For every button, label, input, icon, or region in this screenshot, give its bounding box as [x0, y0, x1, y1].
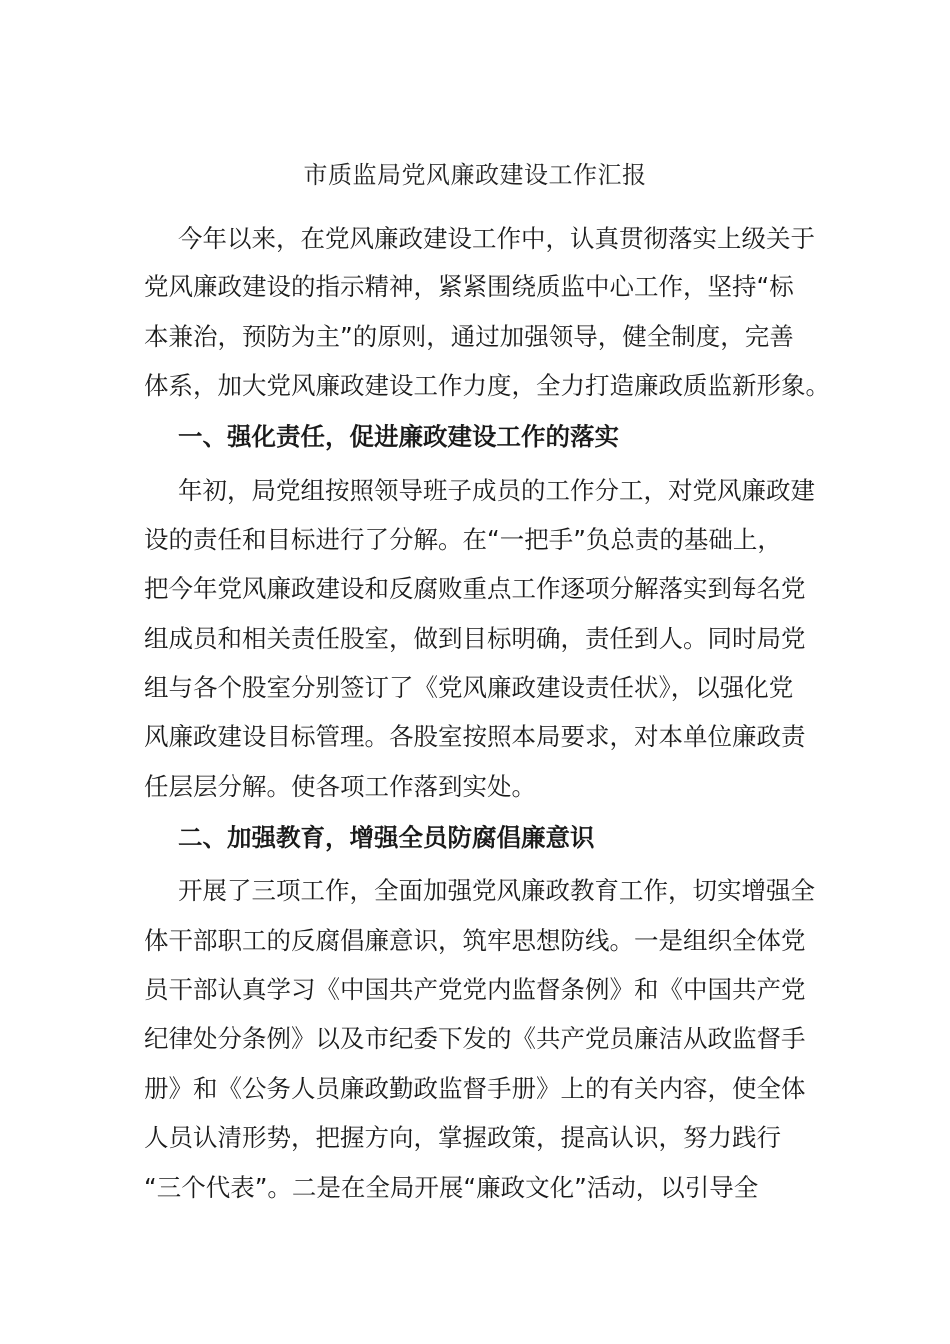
paragraph-line: 设的责任和目标进行了分解。在“一把手”负总责的基础上， [144, 525, 782, 554]
paragraph-line: 人员认清形势，把握方向，掌握政策，提高认识，努力践行 [144, 1123, 781, 1152]
paragraph-line: 本兼治，预防为主”的原则，通过加强领导，健全制度，完善 [144, 322, 794, 351]
paragraph-line: 员干部认真学习《中国共产党党内监督条例》和《中国共产党 [144, 975, 806, 1004]
paragraph-line: 体系，加大党风廉政建设工作力度，全力打造廉政质监新形象。 [144, 371, 830, 400]
paragraph-line: 组成员和相关责任股室，做到目标明确，责任到人。同时局党 [144, 624, 806, 653]
paragraph-line: 年初，局党组按照领导班子成员的工作分工，对党风廉政建 [178, 476, 815, 505]
paragraph-line: 组与各个股室分别签订了《党风廉政建设责任状》，以强化党 [144, 673, 794, 702]
paragraph-line: 风廉政建设目标管理。各股室按照本局要求，对本单位廉政责 [144, 722, 806, 751]
section-heading-1: 一、强化责任，促进廉政建设工作的落实 [178, 422, 619, 451]
paragraph-line: 任层层分解。使各项工作落到实处。 [144, 772, 536, 801]
paragraph-line: 册》和《公务人员廉政勤政监督手册》上的有关内容，使全体 [144, 1074, 806, 1103]
paragraph-line: 体干部职工的反腐倡廉意识，筑牢思想防线。一是组织全体党 [144, 926, 806, 955]
paragraph-line: 党风廉政建设的指示精神，紧紧围绕质监中心工作，坚持“标 [144, 272, 794, 301]
paragraph-line: 把今年党风廉政建设和反腐败重点工作逐项分解落实到每名党 [144, 574, 806, 603]
paragraph-line: 开展了三项工作，全面加强党风廉政教育工作，切实增强全 [178, 876, 815, 905]
paragraph-line: 纪律处分条例》以及市纪委下发的《共产党员廉洁从政监督手 [144, 1024, 806, 1053]
section-heading-2: 二、加强教育，增强全员防腐倡廉意识 [178, 823, 595, 852]
paragraph-line: 今年以来，在党风廉政建设工作中，认真贯彻落实上级关于 [178, 224, 815, 253]
document-title: 市质监局党风廉政建设工作汇报 [303, 161, 647, 189]
paragraph-line: “三个代表”。二是在全局开展“廉政文化”活动，以引导全 [144, 1173, 759, 1202]
